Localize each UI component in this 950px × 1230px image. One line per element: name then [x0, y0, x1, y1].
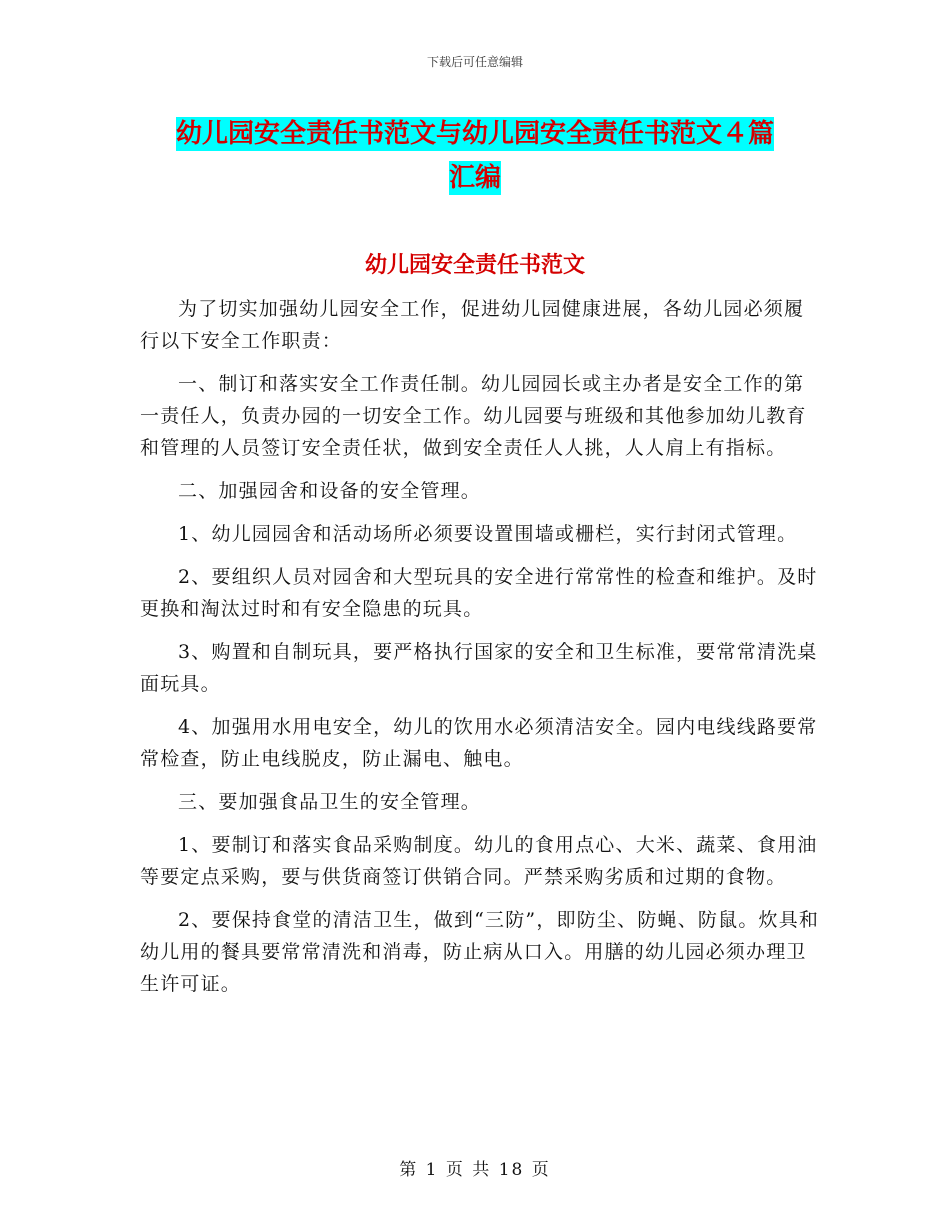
- paragraph: 1、幼儿园园舍和活动场所必须要设置围墙或栅栏，实行封闭式管理。: [178, 523, 798, 545]
- page-number: 第 1 页 共 18 页: [399, 1160, 551, 1180]
- title-line-1: 幼儿园安全责任书范文与幼儿园安全责任书范文４篇: [175, 119, 774, 149]
- paragraph: 为了切实加强幼儿园安全工作，促进幼儿园健康进展，各幼儿园必须履行以下安全工作职责：: [140, 298, 805, 352]
- document-title: [140, 112, 810, 200]
- paragraph: 3、购置和自制玩具，要严格执行国家的安全和卫生标准，要常常清洗桌面玩具。: [140, 641, 818, 695]
- paragraph: 三、要加强食品卫生的安全管理。: [178, 791, 482, 813]
- header-note: 下载后可任意编辑: [426, 55, 523, 69]
- paragraph: 一、制订和落实安全工作责任制。幼儿园园长或主办者是安全工作的第一责任人，负责办园的一切安全工作。幼儿园要与班级和其他参加幼儿教育和管理的人员签订安全责任状，做到安全责任人人挑，人人肩上有指标。: [140, 373, 807, 459]
- paragraph: 二、加强园舍和设备的安全管理。: [178, 480, 482, 502]
- paragraph: 4、加强用水用电安全，幼儿的饮用水必须清洁安全。园内电线线路要常常检查，防止电线脱皮，防止漏电、触电。: [140, 716, 818, 770]
- paragraph: 2、要保持食堂的清洁卫生，做到“三防”，即防尘、防蝇、防鼠。炊具和幼儿用的餐具要常常清洗和消毒，防止病从口入。用膳的幼儿园必须办理卫生许可证。: [140, 909, 820, 995]
- title-line-2: 汇编: [448, 163, 501, 193]
- paragraph: 1、要制订和落实食品采购制度。幼儿的食用点心、大米、蔬菜、食用油等要定点采购，要与供货商签订供销合同。严禁采购劣质和过期的食物。: [140, 834, 818, 888]
- section-title: 幼儿园安全责任书范文: [364, 252, 585, 278]
- document-body: [140, 293, 820, 1011]
- paragraph: 2、要组织人员对园舍和大型玩具的安全进行常常性的检查和维护。及时更换和淘汰过时和有安全隐患的玩具。: [140, 566, 818, 620]
